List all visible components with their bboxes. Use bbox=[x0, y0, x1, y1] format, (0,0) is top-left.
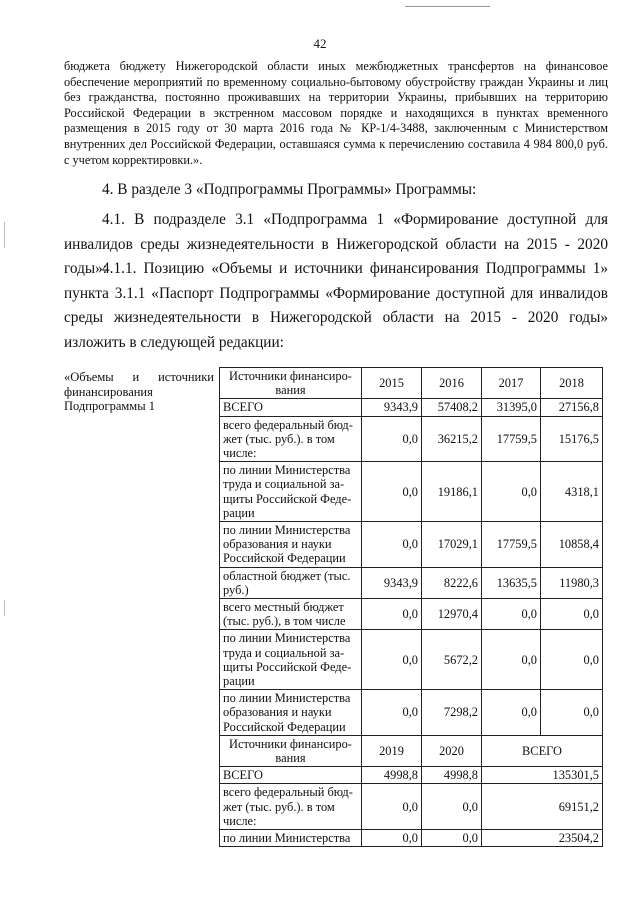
table-row bbox=[220, 630, 603, 690]
table-cell-value: 27156,8 bbox=[541, 399, 603, 416]
scan-edge-line bbox=[405, 6, 490, 7]
table-cell-value: 0,0 bbox=[422, 830, 482, 847]
section-4-1-paragraph: 4.1. В подразделе 3.1 «Подпрограмма 1 «Формирование доступной для инвалидов среды жизнедеятельности в Нижегородской области на 2015 - 2020 годы»: bbox=[64, 211, 608, 277]
table-header-row bbox=[220, 368, 603, 399]
table-row bbox=[220, 830, 603, 847]
table-cell-total: 135301,5 bbox=[482, 767, 603, 784]
column-header-total: ВСЕГО bbox=[482, 735, 603, 766]
section-4-1-1-paragraph: 4.1.1. Позицию «Объемы и источники финансирования Подпрограммы 1» пункта 3.1.1 «Паспорт Подпрограммы «Формирование доступной для инвалидов среды жизнедеятельности в Нижегородской области на 2015 - 2020 годы» изложить в следующей редакции: bbox=[64, 260, 608, 351]
page-number: 42 bbox=[313, 36, 327, 51]
table-cell-value: 8222,6 bbox=[422, 567, 482, 598]
table-cell-value: 0,0 bbox=[482, 630, 541, 690]
table-cell-value: 31395,0 bbox=[482, 399, 541, 416]
table-cell-value: 10858,4 bbox=[541, 522, 603, 568]
row-label: по линии Министерства труда и социальной за-щиты Российской Феде-рации bbox=[220, 462, 362, 522]
row-label: по линии Министерства труда и социальной за-щиты Российской Феде-рации bbox=[220, 630, 362, 690]
table-cell-value: 36215,2 bbox=[422, 416, 482, 462]
table-cell-value: 9343,9 bbox=[362, 399, 422, 416]
table-cell-value: 0,0 bbox=[362, 522, 422, 568]
column-header-year: 2016 bbox=[422, 368, 482, 399]
column-header-year: 2020 bbox=[422, 735, 482, 766]
row-label: ВСЕГО bbox=[220, 399, 362, 416]
table-cell-value: 57408,2 bbox=[422, 399, 482, 416]
table-cell-total: 23504,2 bbox=[482, 830, 603, 847]
table-cell-total: 69151,2 bbox=[482, 784, 603, 830]
table-cell-value: 0,0 bbox=[541, 599, 603, 630]
table-cell-value: 17759,5 bbox=[482, 522, 541, 568]
table-cell-value: 0,0 bbox=[362, 630, 422, 690]
table-row bbox=[220, 462, 603, 522]
row-label: по линии Министерства образования и науки Российской Федерации bbox=[220, 522, 362, 568]
table-cell-value: 0,0 bbox=[482, 690, 541, 736]
row-label: ВСЕГО bbox=[220, 767, 362, 784]
column-header-source: Источники финансиро-вания bbox=[220, 368, 362, 399]
table-row bbox=[220, 522, 603, 568]
table-row bbox=[220, 567, 603, 598]
section-4-heading: 4. В разделе 3 «Подпрограммы Программы» Программы: bbox=[102, 181, 477, 198]
table-cell-value: 13635,5 bbox=[482, 567, 541, 598]
table-row bbox=[220, 767, 603, 784]
table-cell-value: 4998,8 bbox=[422, 767, 482, 784]
table-cell-value: 5672,2 bbox=[422, 630, 482, 690]
table-cell-value: 4998,8 bbox=[362, 767, 422, 784]
financing-table bbox=[219, 367, 603, 847]
position-label: «Объемы и источники финансирования Подпрограммы 1 bbox=[64, 370, 214, 413]
column-header-year: 2017 bbox=[482, 368, 541, 399]
table-cell-value: 0,0 bbox=[362, 599, 422, 630]
table-cell-value: 0,0 bbox=[541, 630, 603, 690]
column-header-year: 2015 bbox=[362, 368, 422, 399]
table-cell-value: 17759,5 bbox=[482, 416, 541, 462]
table-cell-value: 17029,1 bbox=[422, 522, 482, 568]
scan-binder-mark bbox=[4, 600, 5, 616]
table-cell-value: 15176,5 bbox=[541, 416, 603, 462]
row-label: областной бюджет (тыс. руб.) bbox=[220, 567, 362, 598]
table-cell-value: 0,0 bbox=[362, 416, 422, 462]
row-label: всего федеральный бюд-жет (тыс. руб.). в том числе: bbox=[220, 416, 362, 462]
table-cell-value: 11980,3 bbox=[541, 567, 603, 598]
table-row bbox=[220, 416, 603, 462]
table-row bbox=[220, 690, 603, 736]
intro-paragraph: бюджета бюджету Нижегородской области иных межбюджетных трансфертов на финансовое обеспечение мероприятий по временному социально-бытовому обустройству граждан Украины и лиц без гражданства, постоянно проживавших на территории Украины, прибывших на территорию Российской Федерации в экстренном массовом порядке и находящихся в пунктах временного размещения в 2015 году от 30 марта 2016 года № КР-1/4-3488, заключенным с Министерством внутренних дел Российской Федерации, оставшаяся сумма к перечислению составила 4 984 800,0 руб. с учетом корректировки.». bbox=[64, 59, 608, 167]
table-header-row bbox=[220, 735, 603, 766]
table-row bbox=[220, 599, 603, 630]
financing-table-body bbox=[220, 368, 603, 847]
table-cell-value: 0,0 bbox=[362, 784, 422, 830]
row-label: всего федеральный бюд-жет (тыс. руб.). в том числе: bbox=[220, 784, 362, 830]
table-cell-value: 0,0 bbox=[362, 462, 422, 522]
row-label: по линии Министерства bbox=[220, 830, 362, 847]
table-cell-value: 0,0 bbox=[482, 599, 541, 630]
column-header-year: 2019 bbox=[362, 735, 422, 766]
table-cell-value: 0,0 bbox=[422, 784, 482, 830]
row-label: всего местный бюджет (тыс. руб.), в том числе bbox=[220, 599, 362, 630]
table-cell-value: 0,0 bbox=[541, 690, 603, 736]
table-row bbox=[220, 784, 603, 830]
table-cell-value: 19186,1 bbox=[422, 462, 482, 522]
table-cell-value: 12970,4 bbox=[422, 599, 482, 630]
column-header-source: Источники финансиро-вания bbox=[220, 735, 362, 766]
scan-binder-mark bbox=[4, 222, 5, 248]
column-header-year: 2018 bbox=[541, 368, 603, 399]
table-cell-value: 7298,2 bbox=[422, 690, 482, 736]
row-label: по линии Министерства образования и науки Российской Федерации bbox=[220, 690, 362, 736]
table-cell-value: 4318,1 bbox=[541, 462, 603, 522]
table-cell-value: 0,0 bbox=[362, 690, 422, 736]
table-cell-value: 9343,9 bbox=[362, 567, 422, 598]
table-cell-value: 0,0 bbox=[482, 462, 541, 522]
table-row bbox=[220, 399, 603, 416]
table-cell-value: 0,0 bbox=[362, 830, 422, 847]
